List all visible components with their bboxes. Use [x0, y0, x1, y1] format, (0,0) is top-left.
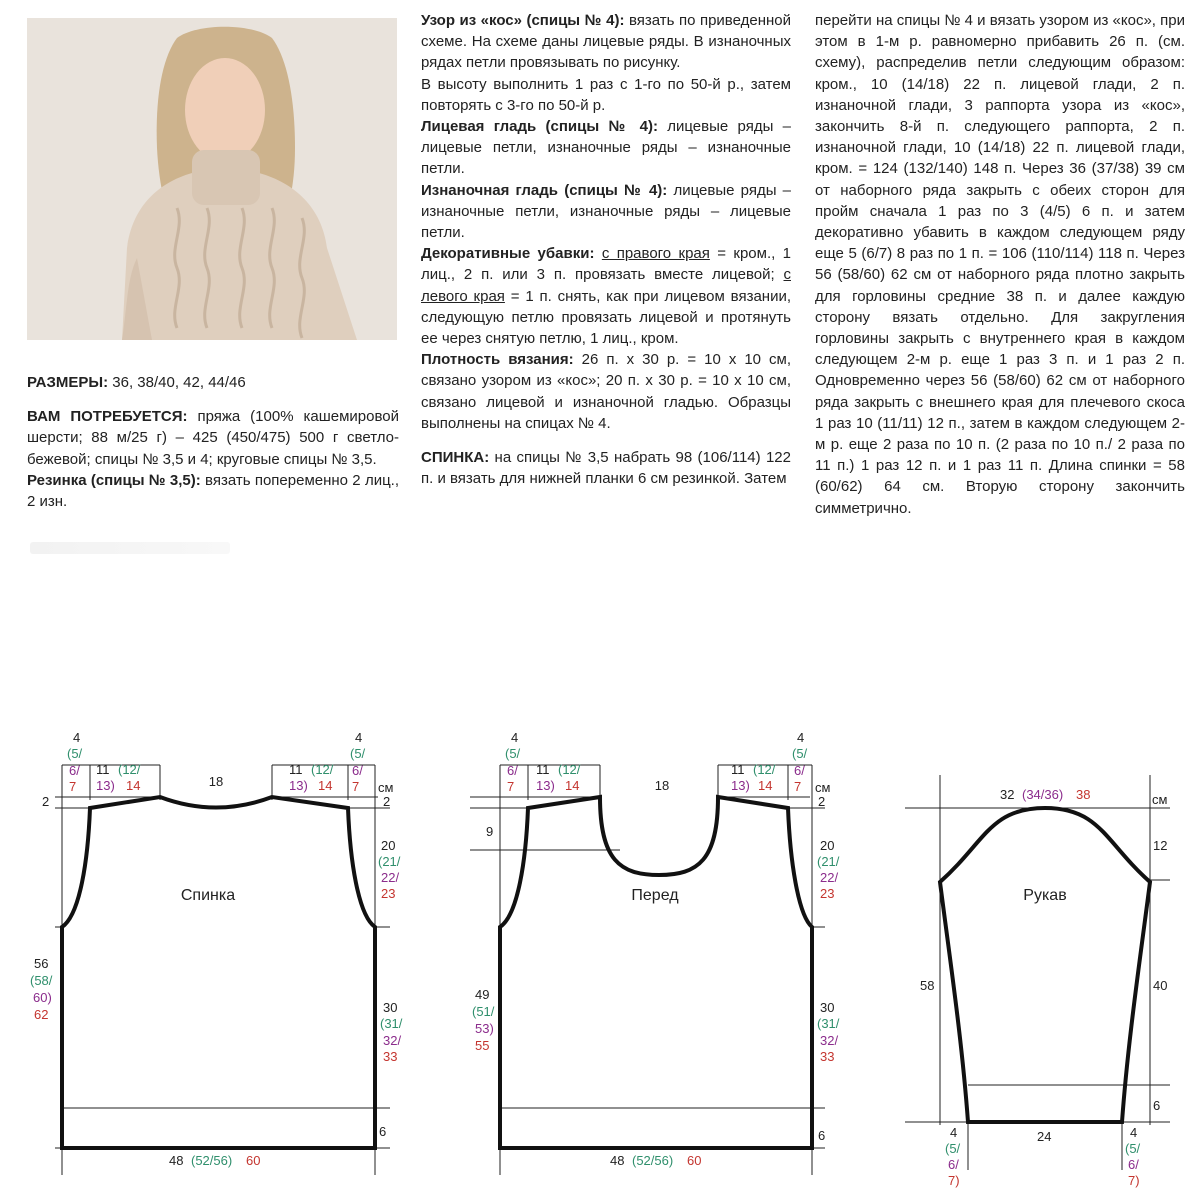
back-outline — [62, 797, 375, 1148]
dim-shoulder-3: 13) — [96, 778, 115, 793]
dim-neck-width: 18 — [208, 774, 224, 789]
fdim-armhole-edge-r-2: (5/ — [792, 746, 808, 761]
fdim-side-h-1: 30 — [820, 1000, 835, 1015]
fdim-shoulder-r-4: 14 — [758, 778, 773, 793]
dim-shoulder-4: 14 — [126, 778, 141, 793]
front-label: Перед — [631, 887, 679, 904]
dim-shoulder-1: 11 — [96, 762, 110, 777]
sdim-edge-r-4: 7) — [1128, 1173, 1140, 1188]
fdim-armhole-edge-r-4: 7 — [794, 779, 802, 794]
fdim-shoulder-3: 13) — [536, 778, 555, 793]
dim-side-h-2: (31/ — [380, 1016, 403, 1031]
cable-pattern: Узор из «кос» (спицы № 4): вязать по приведенной схеме. На схеме даны лицевые ряды. В изнаночных рядах петли провязывать по рисунку. — [421, 12, 791, 72]
fdim-shoulder-4: 14 — [565, 778, 580, 793]
dim-slope-r: 2 — [383, 794, 391, 809]
pattern-schematics — [0, 700, 1200, 1200]
fdim-total-4: 55 — [475, 1038, 490, 1053]
faded-caption — [30, 542, 230, 554]
fdim-shoulder-r-3: 13) — [731, 778, 750, 793]
fdim-shoulder-r-1: 11 — [731, 762, 745, 777]
patterns-column — [421, 10, 791, 489]
sleeve-outline — [940, 808, 1150, 1122]
sizes: РАЗМЕРЫ: 36, 38/40, 42, 44/46 — [27, 374, 246, 391]
dim-shoulder-r-1: 11 — [289, 762, 303, 777]
dim-armhole-h-4: 23 — [381, 886, 396, 901]
fdim-side-h-2: (31/ — [817, 1016, 840, 1031]
sdim-bottom: 24 — [1037, 1129, 1052, 1144]
dim-side-h-3: 32/ — [383, 1033, 402, 1048]
fdim-shoulder-r-2: (12/ — [753, 762, 776, 777]
fdim-total-2: (51/ — [472, 1004, 495, 1019]
dimension-lines — [55, 765, 1170, 1175]
fdim-armhole-edge-1: 4 — [511, 730, 519, 745]
dim-side-h-4: 33 — [383, 1049, 398, 1064]
sdim-edge-l-4: 7) — [948, 1173, 960, 1188]
dim-total-4: 62 — [34, 1007, 49, 1022]
materials-column — [27, 372, 399, 512]
back-instructions: перейти на спицы № 4 и вязать узором из «кос», при этом в 1-м р. равномерно прибавить 26 п. (см. схему), распределив петли следующим образом: кром., 10 (14/18) 22 п. лицевой глади, 2 п. изнаночной глади, 3 раппорта узора из «кос», закончить 8-й п. следующего раппорта, 2 п. изнаночной глади, 10 (14/18) 22 п. лицевой глади, кром. = 124 (132/140) 148 п. Через 36 (37/38) 39 см от наборного ряда закрыть с обеих сторон для пройм сначала 1 раз по 3 (4/5) 6 п. и затем декоративно убавить в каждом следующем ряду еще 5 (6/7) 8 раз по 1 п. = 106 (110/114) 118 п. Через 56 (58/60) 62 см от наборного ряда плотно закрыть для горловины средние 38 п. и далее каждую сторону вязать отдельно. Для закругления горловины закрыть с внутреннего края в каждом следующем 2-м р. еще 1 раз 3 п. и 1 раз 2 п. Одновременно через 56 (58/60) 62 см от наборного ряда закрыть с внешнего края для плечевого скоса 1 раз 10 (11/11) 12 п., затем в каждом следующем 2-м р. еще 2 раза по 10 п. (2 раза по 10 п./ 2 раза по 11 п.) 1 раз 12 п. и 1 раз 11 п. Длина спинки = 58 (60/62) 64 см. Вторую сторону закончить симметрично. — [815, 12, 1185, 517]
cable-repeat: В высоту выполнить 1 раз с 1-го по 50-й р., затем повторять с 3-го по 50-й р. — [421, 75, 791, 114]
dim-rib: 6 — [379, 1124, 387, 1139]
sdim-top-2: (34/36) — [1022, 787, 1064, 802]
fdim-width-2: (52/56) — [632, 1153, 674, 1168]
fdim-neck-width: 18 — [654, 778, 670, 793]
dim-total-3: 60) — [33, 990, 52, 1005]
fdim-armhole-edge-r-1: 4 — [797, 730, 805, 745]
back-instructions-column — [815, 10, 1185, 519]
fdim-side-h-3: 32/ — [820, 1033, 839, 1048]
fdim-neck-depth: 9 — [486, 824, 494, 839]
dim-shoulder-r-4: 14 — [318, 778, 333, 793]
gauge: Плотность вязания: 26 п. x 30 р. = 10 x 10 см, связано узором из «кос»; 20 п. x 30 р. = 10 x 10 см, связано лицевой и изнаночной гладью. Образцы выполнены на спицах № 4. — [421, 351, 791, 432]
dim-total-2: (58/ — [30, 973, 53, 988]
fdim-width-3: 60 — [687, 1153, 702, 1168]
dim-side-h-1: 30 — [383, 1000, 398, 1015]
back-dimensions — [30, 730, 403, 1168]
sdim-edge-l-1: 4 — [950, 1125, 958, 1140]
dim-armhole-edge-3: 6/ — [69, 763, 80, 778]
dim-shoulder-r-2: (12/ — [311, 762, 334, 777]
dim-armhole-edge-r-1: 4 — [355, 730, 363, 745]
sdim-top-1: 32 — [1000, 787, 1015, 802]
sdim-cap: 12 — [1153, 838, 1168, 853]
fdim-slope-r: 2 — [818, 794, 826, 809]
sdim-cuff: 6 — [1153, 1098, 1161, 1113]
fdim-armhole-edge-2: (5/ — [505, 746, 521, 761]
fdim-armhole-edge-3: 6/ — [507, 763, 518, 778]
dim-armhole-edge-r-4: 7 — [352, 779, 360, 794]
dim-width-3: 60 — [246, 1153, 261, 1168]
back-instructions-start: СПИНКА: на спицы № 3,5 набрать 98 (106/114) 122 п. и вязать для нижней планки 6 см резинкой. Затем — [421, 449, 791, 488]
fdim-total-1: 49 — [475, 987, 490, 1002]
unit-front: см — [815, 780, 831, 795]
model-photo — [27, 18, 397, 340]
dim-width-2: (52/56) — [191, 1153, 233, 1168]
fdim-armhole-edge-r-3: 6/ — [794, 763, 805, 778]
fdim-armhole-edge-4: 7 — [507, 779, 515, 794]
front-dimensions — [472, 730, 840, 1168]
fdim-width-1: 48 — [610, 1153, 625, 1168]
dim-width-1: 48 — [169, 1153, 184, 1168]
fdim-armhole-h-2: (21/ — [817, 854, 840, 869]
sdim-edge-r-1: 4 — [1130, 1125, 1138, 1140]
sleeve-dimensions — [920, 787, 1167, 1188]
stockinette: Лицевая гладь (спицы № 4): лицевые ряды – лицевые петли, изнаночные ряды – изнаночные петли. — [421, 118, 791, 178]
rib-pattern: Резинка (спицы № 3,5): вязать попеременно 2 лиц., 2 изн. — [27, 471, 399, 511]
dim-shoulder-2: (12/ — [118, 762, 141, 777]
fdim-armhole-h-1: 20 — [820, 838, 835, 853]
reverse-stockinette: Изнаночная гладь (спицы № 4): лицевые ряды – изнаночные петли, изнаночные ряды – лицевые петли. — [421, 181, 792, 242]
sdim-top-3: 38 — [1076, 787, 1091, 802]
dim-armhole-edge-4: 7 — [69, 779, 77, 794]
unit-back: см — [378, 780, 394, 795]
fdim-shoulder-2: (12/ — [558, 762, 581, 777]
sdim-length: 40 — [1153, 978, 1168, 993]
dim-armhole-edge-r-2: (5/ — [350, 746, 366, 761]
dim-armhole-h-2: (21/ — [378, 854, 401, 869]
fdim-shoulder-1: 11 — [536, 762, 550, 777]
dim-armhole-edge-2: (5/ — [67, 746, 83, 761]
dim-armhole-edge-r-3: 6/ — [352, 763, 363, 778]
unit-sleeve: см — [1152, 792, 1168, 807]
decorative-decreases: Декоративные убавки: с правого края = кром., 1 лиц., 2 п. или 3 п. провязать вместе лицевой; с левого края = 1 п. снять, как при лицевом вязании, следующую петлю провязать лицевой и протянуть ее через снятую петлю, 1 лиц., кром. — [421, 245, 791, 348]
dim-armhole-h-1: 20 — [381, 838, 396, 853]
dim-armhole-h-3: 22/ — [381, 870, 400, 885]
dim-armhole-edge-1: 4 — [73, 730, 81, 745]
dim-shoulder-r-3: 13) — [289, 778, 308, 793]
fdim-side-h-4: 33 — [820, 1049, 835, 1064]
dim-total-1: 56 — [34, 956, 49, 971]
fdim-total-3: 53) — [475, 1021, 494, 1036]
fdim-armhole-h-4: 23 — [820, 886, 835, 901]
dim-slope-l: 2 — [42, 794, 50, 809]
sdim-total: 58 — [920, 978, 935, 993]
back-label: Спинка — [180, 887, 236, 904]
fdim-rib: 6 — [818, 1128, 826, 1143]
fdim-armhole-h-3: 22/ — [820, 870, 839, 885]
sdim-edge-l-2: (5/ — [945, 1141, 961, 1156]
sdim-edge-r-2: (5/ — [1125, 1141, 1141, 1156]
sdim-edge-l-3: 6/ — [948, 1157, 959, 1172]
materials: ВАМ ПОТРЕБУЕТСЯ: пряжа (100% кашемировой шерсти; 88 м/25 г) – 425 (450/475) 500 г светло-бежевой; спицы № 3,5 и 4; круговые спицы № 3,5. — [27, 408, 399, 468]
sleeve-label: Рукав — [1023, 887, 1067, 904]
sdim-edge-r-3: 6/ — [1128, 1157, 1139, 1172]
